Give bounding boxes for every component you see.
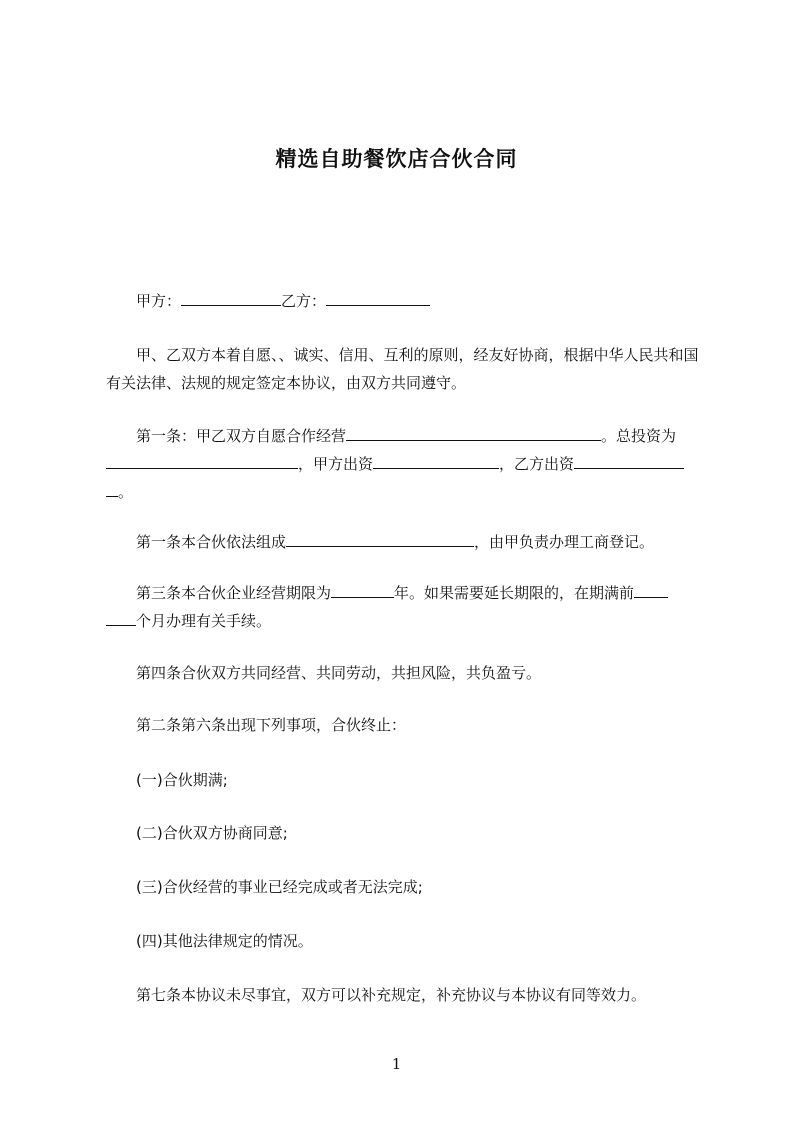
article-3-end: 个月办理有关手续。 <box>136 612 272 630</box>
party-a-label: 甲方： <box>136 292 182 310</box>
partnership-blank <box>286 529 474 547</box>
termination-item-1: (一)合伙期满; <box>136 771 228 789</box>
article-1a-line1 <box>136 422 676 450</box>
total-investment-label: 。总投资为 <box>601 427 677 445</box>
party-b-label: 乙方： <box>281 292 327 310</box>
article-3-line2 <box>106 607 271 635</box>
termination-item-3: (三)合伙经营的事业已经完成或者无法完成; <box>136 878 423 896</box>
term-years-blank <box>331 580 394 598</box>
article-1b-end: ，由甲负责办理工商登记。 <box>474 533 655 551</box>
article-3-text: 第三条本合伙企业经营期限为 <box>136 584 332 602</box>
article-3-line1 <box>136 579 668 607</box>
article-1a-line2 <box>106 450 684 478</box>
party-a-invest-blank <box>373 451 499 469</box>
party-b-blank <box>326 288 430 306</box>
months-blank <box>634 580 668 598</box>
termination-item-4: (四)其他法律规定的情况。 <box>136 932 313 950</box>
article-1b-line <box>136 528 654 556</box>
party-a-blank <box>181 288 281 306</box>
document-title: 精选自助餐饮店合伙合同 <box>275 147 518 171</box>
article-1a-end: 。 <box>118 483 134 501</box>
party-b-invest-blank-cont <box>106 479 118 497</box>
party-b-invest-label: ，乙方出资 <box>499 455 575 473</box>
total-investment-blank <box>106 451 298 469</box>
article-3-mid: 年。如果需要延长期限的，在期满前 <box>394 584 635 602</box>
article-6: 第二条第六条出现下列事项，合伙终止： <box>136 716 407 734</box>
article-4: 第四条合伙双方共同经营、共同劳动，共担风险，共负盈亏。 <box>136 664 542 682</box>
article-1b-text: 第一条本合伙依法组成 <box>136 533 287 551</box>
termination-item-2: (二)合伙双方协商同意; <box>136 824 288 842</box>
party-b-invest-blank <box>574 451 684 469</box>
article-1a-line3 <box>106 478 133 506</box>
party-a-invest-label: ，甲方出资 <box>298 455 374 473</box>
article-1a-text: 第一条：甲乙双方自愿合作经营 <box>136 427 347 445</box>
article-7: 第七条本协议未尽事宜，双方可以补充规定，补充协议与本协议有同等效力。 <box>136 986 647 1004</box>
business-blank <box>346 423 601 441</box>
parties-line <box>136 287 430 315</box>
page-number: 1 <box>391 1055 402 1073</box>
months-blank-cont <box>106 608 136 626</box>
intro-paragraph: 甲、乙双方本着自愿、、诚实、信用、互利的原则，经友好协商，根据中华人民共和国有关法律、法规的规定签定本协议，由双方共同遵守。 <box>106 346 699 392</box>
